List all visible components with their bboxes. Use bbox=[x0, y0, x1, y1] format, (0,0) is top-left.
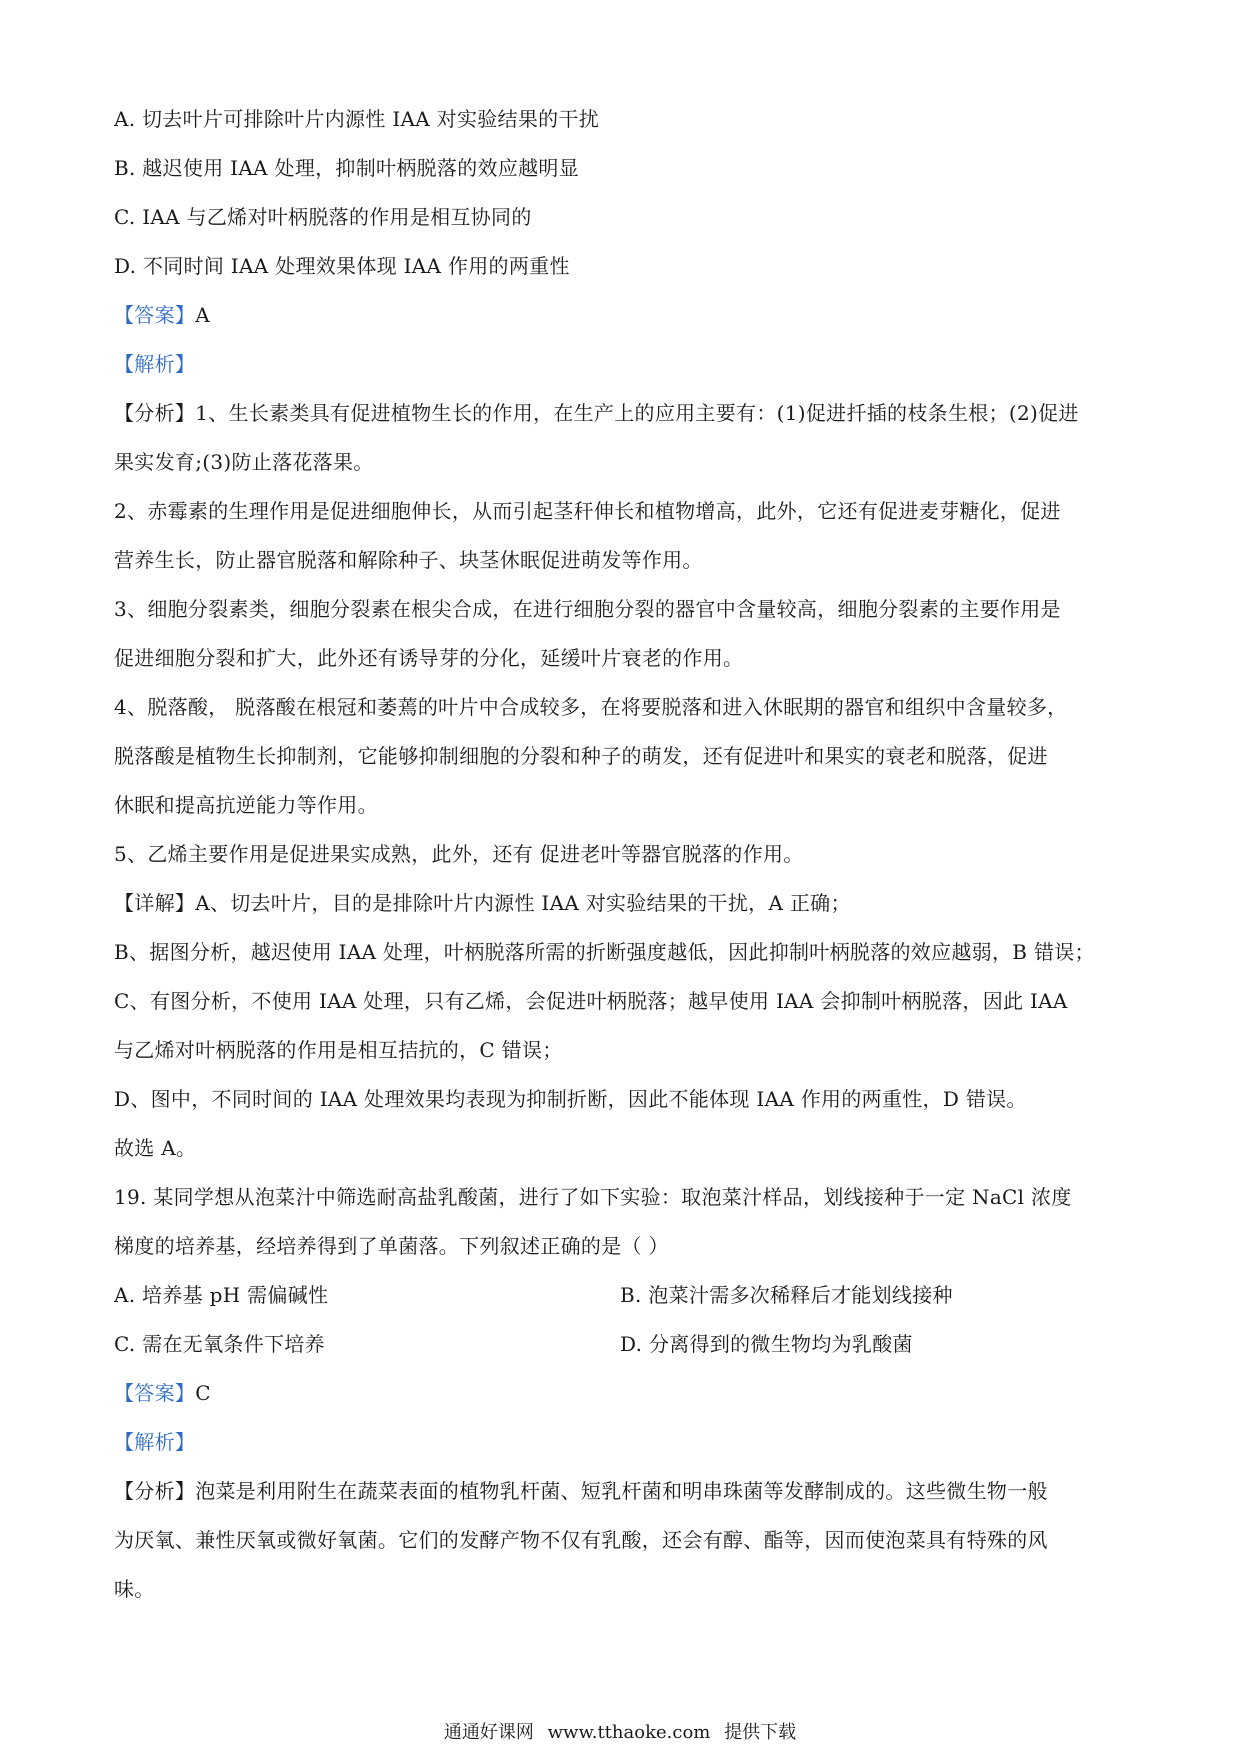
fenxi-tag: 【分析】 bbox=[114, 1479, 196, 1503]
q19-analysis-heading bbox=[114, 1429, 195, 1455]
analysis-text: 1、生长素类具有促进植物生长的作用，在生产上的应用主要有：(1)促进扦插的枝条生根；(2)促进 bbox=[195, 401, 1079, 425]
analysis-text: 泡菜是利用附生在蔬菜表面的植物乳杆菌、短乳杆菌和明串珠菌等发酵制成的。这些微生物一般 bbox=[195, 1479, 1048, 1503]
footer-site: 通通好课网 bbox=[443, 1722, 534, 1743]
detail-text: A、切去叶片，目的是排除叶片内源性 IAA 对实验结果的干扰，A 正确； bbox=[195, 891, 851, 915]
footer-suffix: 提供下载 bbox=[724, 1722, 797, 1743]
q18-analysis-line: 脱落酸是植物生长抑制剂，它能够抑制细胞的分裂和种子的萌发，还有促进叶和果实的衰老和脱落，促进 bbox=[114, 744, 1048, 768]
answer-value: C bbox=[195, 1381, 211, 1405]
q19-analysis-line: 味。 bbox=[114, 1577, 155, 1601]
analysis-tag: 【解析】 bbox=[114, 1430, 196, 1454]
q18-analysis-line: 4、脱落酸， 脱落酸在根冠和萎蔫的叶片中合成较多，在将要脱落和进入休眠期的器官和组织中含量较多， bbox=[114, 695, 1068, 719]
q18-detail-line: D、图中，不同时间的 IAA 处理效果均表现为抑制折断，因此不能体现 IAA 作用的两重性，D 错误。 bbox=[114, 1087, 1027, 1111]
q18-option-c: C. IAA 与乙烯对叶柄脱落的作用是相互协同的 bbox=[114, 205, 532, 229]
q19-answer bbox=[114, 1380, 211, 1406]
analysis-tag: 【解析】 bbox=[114, 352, 196, 376]
q19-option-b: B. 泡菜汁需多次稀释后才能划线接种 bbox=[620, 1283, 953, 1307]
q19-analysis-line bbox=[114, 1478, 1048, 1504]
q18-detail-line: 与乙烯对叶柄脱落的作用是相互拮抗的，C 错误； bbox=[114, 1038, 563, 1062]
q19-analysis-line: 为厌氧、兼性厌氧或微好氧菌。它们的发酵产物不仅有乳酸，还会有醇、酯等，因而使泡菜具有特殊的风 bbox=[114, 1528, 1048, 1552]
q18-analysis-heading bbox=[114, 351, 195, 377]
footer-url[interactable]: www.tthaoke.com bbox=[547, 1722, 711, 1743]
q18-option-b: B. 越迟使用 IAA 处理，抑制叶柄脱落的效应越明显 bbox=[114, 156, 580, 180]
q19-stem: 梯度的培养基，经培养得到了单菌落。下列叙述正确的是（ ） bbox=[114, 1234, 669, 1258]
q18-analysis-line: 促进细胞分裂和扩大，此外还有诱导芽的分化，延缓叶片衰老的作用。 bbox=[114, 646, 744, 670]
q19-option-d: D. 分离得到的微生物均为乳酸菌 bbox=[620, 1332, 913, 1356]
q18-option-d: D. 不同时间 IAA 处理效果体现 IAA 作用的两重性 bbox=[114, 254, 570, 278]
answer-tag: 【答案】 bbox=[114, 303, 196, 327]
q18-option-a: A. 切去叶片可排除叶片内源性 IAA 对实验结果的干扰 bbox=[114, 107, 600, 131]
q18-analysis-line: 果实发育;(3)防止落花落果。 bbox=[114, 450, 374, 474]
q18-analysis-line: 营养生长，防止器官脱落和解除种子、块茎休眠促进萌发等作用。 bbox=[114, 548, 703, 572]
q18-analysis-line: 3、细胞分裂素类，细胞分裂素在根尖合成，在进行细胞分裂的器官中含量较高，细胞分裂素的主要作用是 bbox=[114, 597, 1061, 621]
q19-option-a: A. 培养基 pH 需偏碱性 bbox=[114, 1283, 329, 1307]
q19-option-c: C. 需在无氧条件下培养 bbox=[114, 1332, 325, 1356]
q18-answer bbox=[114, 302, 210, 328]
q18-detail-line: 故选 A。 bbox=[114, 1136, 197, 1160]
q18-analysis-line: 5、乙烯主要作用是促进果实成熟，此外，还有 促进老叶等器官脱落的作用。 bbox=[114, 842, 804, 866]
answer-tag: 【答案】 bbox=[114, 1381, 196, 1405]
fenxi-tag: 【分析】 bbox=[114, 401, 196, 425]
q18-analysis-line: 2、赤霉素的生理作用是促进细胞伸长，从而引起茎秆伸长和植物增高，此外，它还有促进麦芽糖化，促进 bbox=[114, 499, 1061, 523]
answer-value: A bbox=[195, 303, 210, 327]
q18-detail-line: B、据图分析，越迟使用 IAA 处理，叶柄脱落所需的折断强度越低，因此抑制叶柄脱落的效应越弱，B 错误； bbox=[114, 940, 1095, 964]
q18-analysis-line: 休眠和提高抗逆能力等作用。 bbox=[114, 793, 378, 817]
detail-tag: 【详解】 bbox=[114, 891, 196, 915]
q18-analysis-line bbox=[114, 400, 1079, 426]
page-footer bbox=[0, 1721, 1240, 1745]
q19-stem: 19. 某同学想从泡菜汁中筛选耐高盐乳酸菌，进行了如下实验：取泡菜汁样品，划线接种于一定 NaCl 浓度 bbox=[114, 1185, 1072, 1209]
q18-detail-line: C、有图分析，不使用 IAA 处理，只有乙烯，会促进叶柄脱落；越早使用 IAA 会抑制叶柄脱落，因此 IAA bbox=[114, 989, 1068, 1013]
q18-detail-line bbox=[114, 890, 851, 916]
